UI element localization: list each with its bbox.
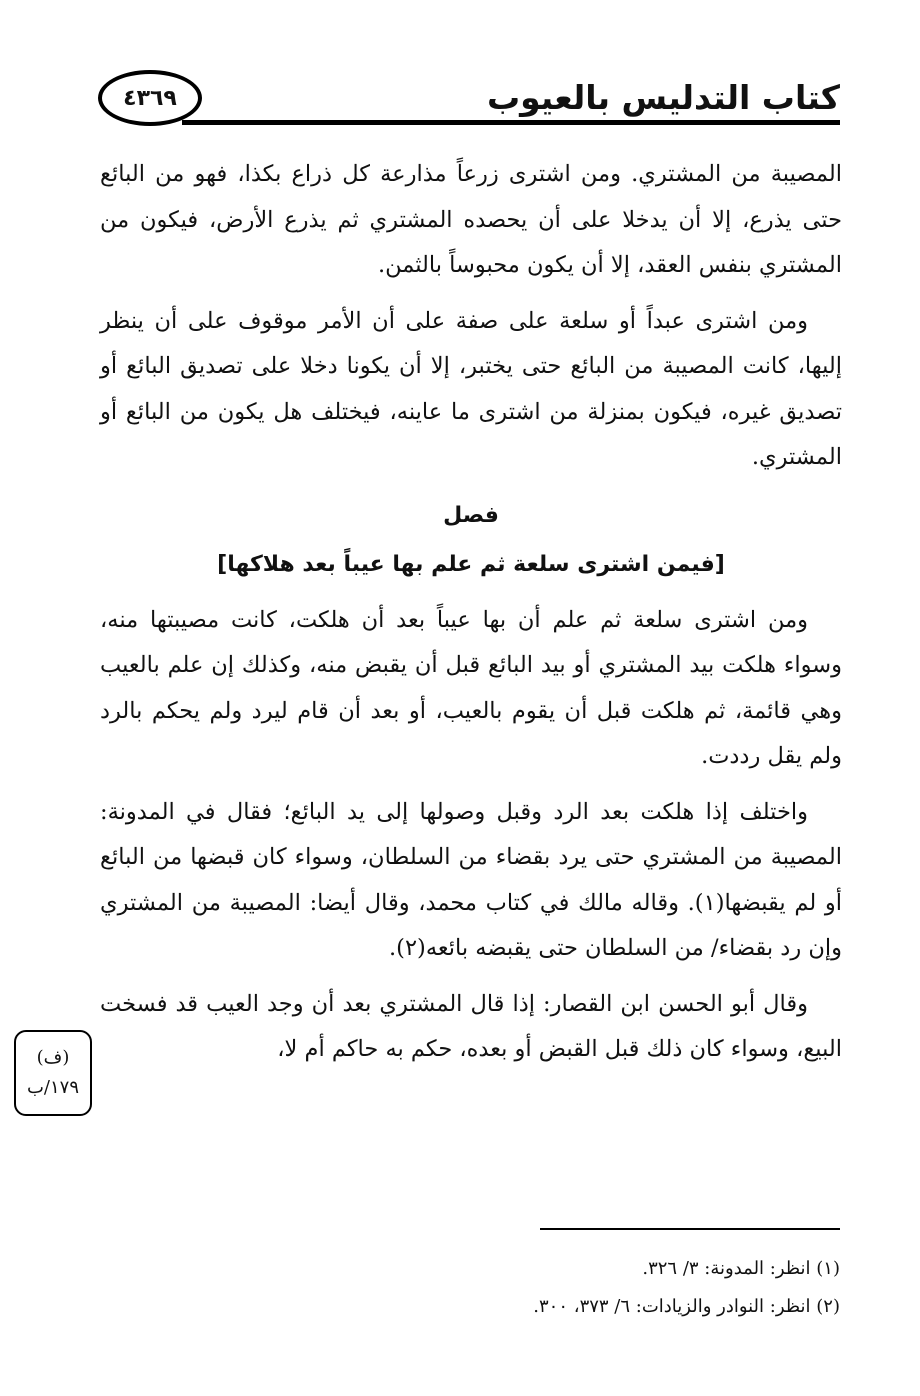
page-header <box>92 70 840 132</box>
book-title: كتاب التدليس بالعيوب <box>486 78 840 117</box>
paragraph-3: ومن اشترى سلعة ثم علم أن بها عيباً بعد أن هلكت، كانت مصيبتها منه، وسواء هلكت بيد المشتري أو بيد البائع قبل أن يقبض منه، وكذلك إن علم بالعيب وهي قائمة، ثم هلكت قبل أن يقوم بالعيب، أو بعد أن قام ليرد ولم يحكم بالرد ولم يقل رددت. <box>100 606 842 769</box>
header-rule <box>182 120 840 125</box>
section-heading: فصل <box>443 502 499 528</box>
manuscript-folio-note <box>14 1030 92 1116</box>
margin-note-line-2: ١٧٩/ب <box>26 1077 80 1098</box>
margin-note-line-1: (ف) <box>36 1047 70 1068</box>
footnote-rule <box>540 1228 840 1230</box>
footnotes <box>533 1250 840 1326</box>
paragraph-2: ومن اشترى عبداً أو سلعة على صفة على أن الأمر موقوف على أن ينظر إليها، كانت المصيبة من البائع حتى يختبر، إلا أن يكونا دخلا على تصديق البائع أو تصديق غيره، فيكون بمنزلة من اشترى ما عاينه، فيختلف هل يكون من البائع أو المشتري. <box>100 307 842 470</box>
paragraph-5: وقال أبو الحسن ابن القصار: إذا قال المشتري بعد أن وجد العيب قد فسخت البيع، وسواء كان ذلك قبل القبض أو بعده، حكم به حاكم أم لا، <box>100 990 842 1062</box>
page-number: ٤٣٦٩ <box>123 85 177 111</box>
page-number-oval <box>98 70 202 126</box>
footnote-2: (٢) انظر: النوادر والزيادات: ٦/ ٣٧٣، ٣٠٠. <box>533 1296 840 1317</box>
paragraph-4: واختلف إذا هلكت بعد الرد وقبل وصولها إلى يد البائع؛ فقال في المدونة: المصيبة من المشتري حتى يرد بقضاء من السلطان، وسواء كان قبضها من البائع أو لم يقبضها(١). وقاله مالك في كتاب محمد، وقال أيضا: المصيبة من المشتري وإن رد بقضاء/ من السلطان حتى يقبضه بائعه(٢). <box>100 798 843 961</box>
footnote-1: (١) انظر: المدونة: ٣/ ٣٢٦. <box>642 1258 840 1279</box>
paragraph-1: المصيبة من المشتري. ومن اشترى زرعاً مذارعة كل ذراع بكذا، فهو من البائع حتى يذرع، إلا أن يدخلا على أن يحصده المشتري ثم يذرع الأرض، فيكون من المشتري بنفس العقد، إلا أن يكون محبوساً بالثمن. <box>100 161 842 278</box>
section-subheading: [فيمن اشترى سلعة ثم علم بها عيباً بعد هلاكها] <box>217 552 725 577</box>
main-text <box>100 152 842 1083</box>
